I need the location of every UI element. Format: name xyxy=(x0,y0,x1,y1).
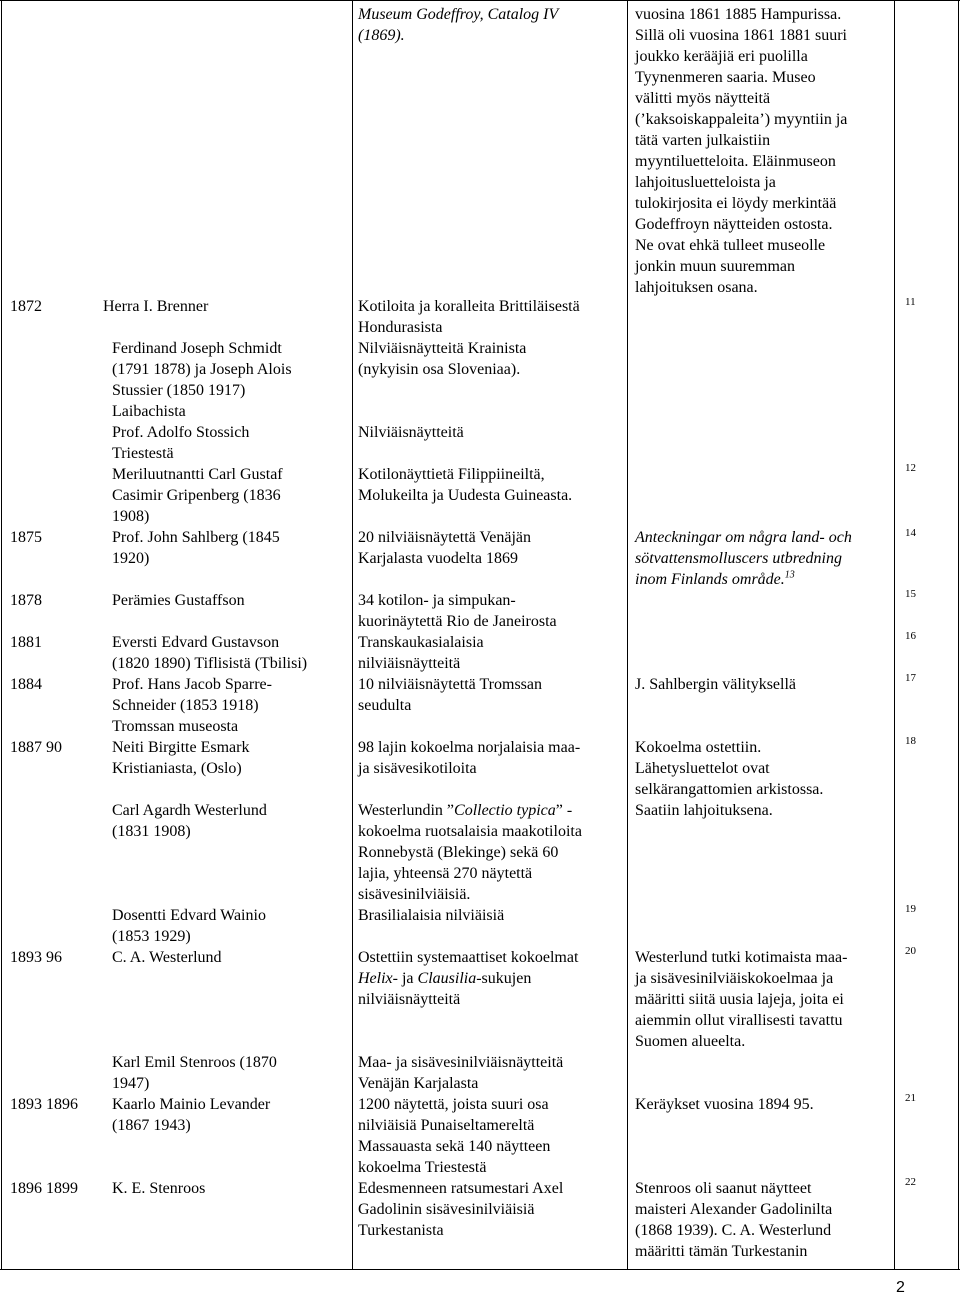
row-year: 1896 1899 xyxy=(10,1180,78,1197)
row-note: Stenroos oli saanut näytteet maisteri Alexander Gadolinilta (1868 1939). C. A. Westerlund määritti tämän Turkestanin xyxy=(635,1180,833,1260)
row-description: 34 kotilon- ja simpukan- kuorinäytettä Rio de Janeirosta xyxy=(358,592,557,630)
desc-text-a: Ostettiin systemaattiset kokoelmat xyxy=(358,949,579,966)
row-person: Eversti Edvard Gustavson (1820 1890) Tiflisistä (Tbilisi) xyxy=(112,634,308,672)
row-description: Edesmenneen ratsumestari Axel Gadolinin sisävesinilviäisiä Turkestanista xyxy=(358,1180,564,1239)
desc-text-post: ” - kokoelma ruotsalaisia maakotiloita Ronnebystä (Blekinge) sekä 60 lajia, yhteensä 270 näytettä sisävesinilviäisiä. xyxy=(358,802,582,903)
row-description: Brasilialaisia nilviäisiä xyxy=(358,907,505,924)
row-description xyxy=(358,947,623,1010)
row-year: 1893 96 xyxy=(10,949,62,966)
footnote-number: 20 xyxy=(905,945,916,957)
row-description: 20 nilviäisnäytettä Venäjän Karjalasta vuodelta 1869 xyxy=(358,529,531,567)
row-person: Perämies Gustaffson xyxy=(112,592,245,609)
row-description: Transkaukasialaisia nilviäisnäytteitä xyxy=(358,634,484,672)
row-note-text: Anteckningar om några land- och sötvattensmolluscers utbredning inom Finlands område. xyxy=(635,529,852,588)
row-person: Prof. Hans Jacob Sparre- Schneider (1853 1918) Tromssan museosta xyxy=(112,676,272,735)
footnote-number: 21 xyxy=(905,1092,916,1104)
table-border-col2 xyxy=(352,0,353,1270)
row-person: Kaarlo Mainio Levander (1867 1943) xyxy=(112,1096,271,1134)
row-person: Meriluutnantti Carl Gustaf Casimir Gripenberg (1836 1908) xyxy=(112,466,283,525)
desc-text-italic: Collectio typica xyxy=(454,802,556,819)
page-number: 2 xyxy=(896,1279,905,1296)
row-year: 1887 90 xyxy=(10,739,62,756)
row-person: K. E. Stenroos xyxy=(112,1180,206,1197)
table-border-col3 xyxy=(627,0,628,1270)
row-note: Keräykset vuosina 1894 95. xyxy=(635,1096,814,1113)
row-note xyxy=(635,527,890,590)
row-person: Carl Agardh Westerlund (1831 1908) xyxy=(112,802,267,840)
row-person: C. A. Westerlund xyxy=(112,949,222,966)
row-year: 1881 xyxy=(10,634,42,651)
row-person: Neiti Birgitte Esmark Kristianiasta, (Oslo) xyxy=(112,739,250,777)
row-description: Nilviäisnäytteitä xyxy=(358,424,464,441)
desc-genus-clausilia: Clausilia xyxy=(417,970,477,987)
row-year: 1893 1896 xyxy=(10,1096,78,1113)
row-person: Karl Emil Stenroos (1870 1947) xyxy=(112,1054,277,1092)
footnote-number: 22 xyxy=(905,1176,916,1188)
desc-text-b: - ja xyxy=(392,970,418,987)
table-border-right xyxy=(958,0,959,1270)
table-border-bottom xyxy=(0,1269,960,1270)
row-person: Prof. John Sahlberg (1845 1920) xyxy=(112,529,280,567)
table-border-col4 xyxy=(894,0,895,1270)
row-person: Ferdinand Joseph Schmidt (1791 1878) ja Joseph Alois Stussier (1850 1917) Laibachista xyxy=(112,340,292,420)
row-person: Prof. Adolfo Stossich Triestestä xyxy=(112,424,250,462)
row-year: 1884 xyxy=(10,676,42,693)
footnote-number: 16 xyxy=(905,630,916,642)
row-description: Kotiloita ja koralleita Brittiläisestä Hondurasista xyxy=(358,298,580,336)
row-note: Westerlund tutki kotimaista maa- ja sisävesinilviäiskokoelmaa ja määritti siitä uusia lajeja, joita ei aiemmin ollut virallisesti tavattu Suomen alueelta. xyxy=(635,949,848,1050)
footnote-number: 15 xyxy=(905,588,916,600)
row-description: Kotilonäyttietä Filippiineiltä, Molukeilta ja Uudesta Guineasta. xyxy=(358,466,573,504)
table-border-left xyxy=(1,0,2,1270)
desc-text-pre: Westerlundin ” xyxy=(358,802,455,819)
footnote-number: 11 xyxy=(905,296,916,308)
table-border-top xyxy=(0,0,960,1)
desc-text-c: -sukujen nilviäisnäytteitä xyxy=(358,970,532,1008)
row-note: Kokoelma ostettiin. Lähetysluettelot ovat selkärangattomien arkistossa. xyxy=(635,739,824,798)
row-person: Herra I. Brenner xyxy=(103,298,209,315)
row-description: 10 nilviäisnäytettä Tromssan seudulta xyxy=(358,676,542,714)
footnote-number: 14 xyxy=(905,527,916,539)
row-year: 1872 xyxy=(10,298,42,315)
footnote-number: 17 xyxy=(905,672,916,684)
notes-intro: vuosina 1861 1885 Hampurissa. Sillä oli vuosina 1861 1881 suuri joukko kerääjiä eri puolilla Tyynenmeren saaria. Museo välitti myös näytteitä (’kaksoiskappaleita’) myyntiin ja tätä varten julkaistiin myyntiluetteloita. Eläinmuseon lahjoitusluetteloista ja tulokirjosita ei löydy merkintää Godeffroyn näytteiden ostosta. Ne ovat ehkä tulleet museolle jonkin muun suuremman lahjoituksen osana. xyxy=(635,6,848,296)
row-note: Saatiin lahjoituksena. xyxy=(635,802,773,819)
row-year: 1875 xyxy=(10,529,42,546)
row-description: 98 lajin kokoelma norjalaisia maa- ja sisävesikotiloita xyxy=(358,739,581,777)
footnote-number: 19 xyxy=(905,903,916,915)
row-description xyxy=(358,800,623,905)
footnote-number: 12 xyxy=(905,462,916,474)
row-description: 1200 näytettä, joista suuri osa nilviäisiä Punaiseltamereltä Massauasta sekä 140 näytteen kokoelma Triestestä xyxy=(358,1096,551,1176)
catalog-reference: Museum Godeffroy, Catalog IV (1869). xyxy=(358,6,559,44)
row-description: Maa- ja sisävesinilviäisnäytteitä Venäjän Karjalasta xyxy=(358,1054,564,1092)
desc-genus-helix: Helix xyxy=(358,970,393,987)
row-year: 1878 xyxy=(10,592,42,609)
footnote-number: 18 xyxy=(905,735,916,747)
row-note: J. Sahlbergin välityksellä xyxy=(635,676,797,693)
note-superscript: 13 xyxy=(784,569,795,581)
row-description: Nilviäisnäytteitä Krainista (nykyisin osa Sloveniaa). xyxy=(358,340,527,378)
row-person: Dosentti Edvard Wainio (1853 1929) xyxy=(112,907,266,945)
